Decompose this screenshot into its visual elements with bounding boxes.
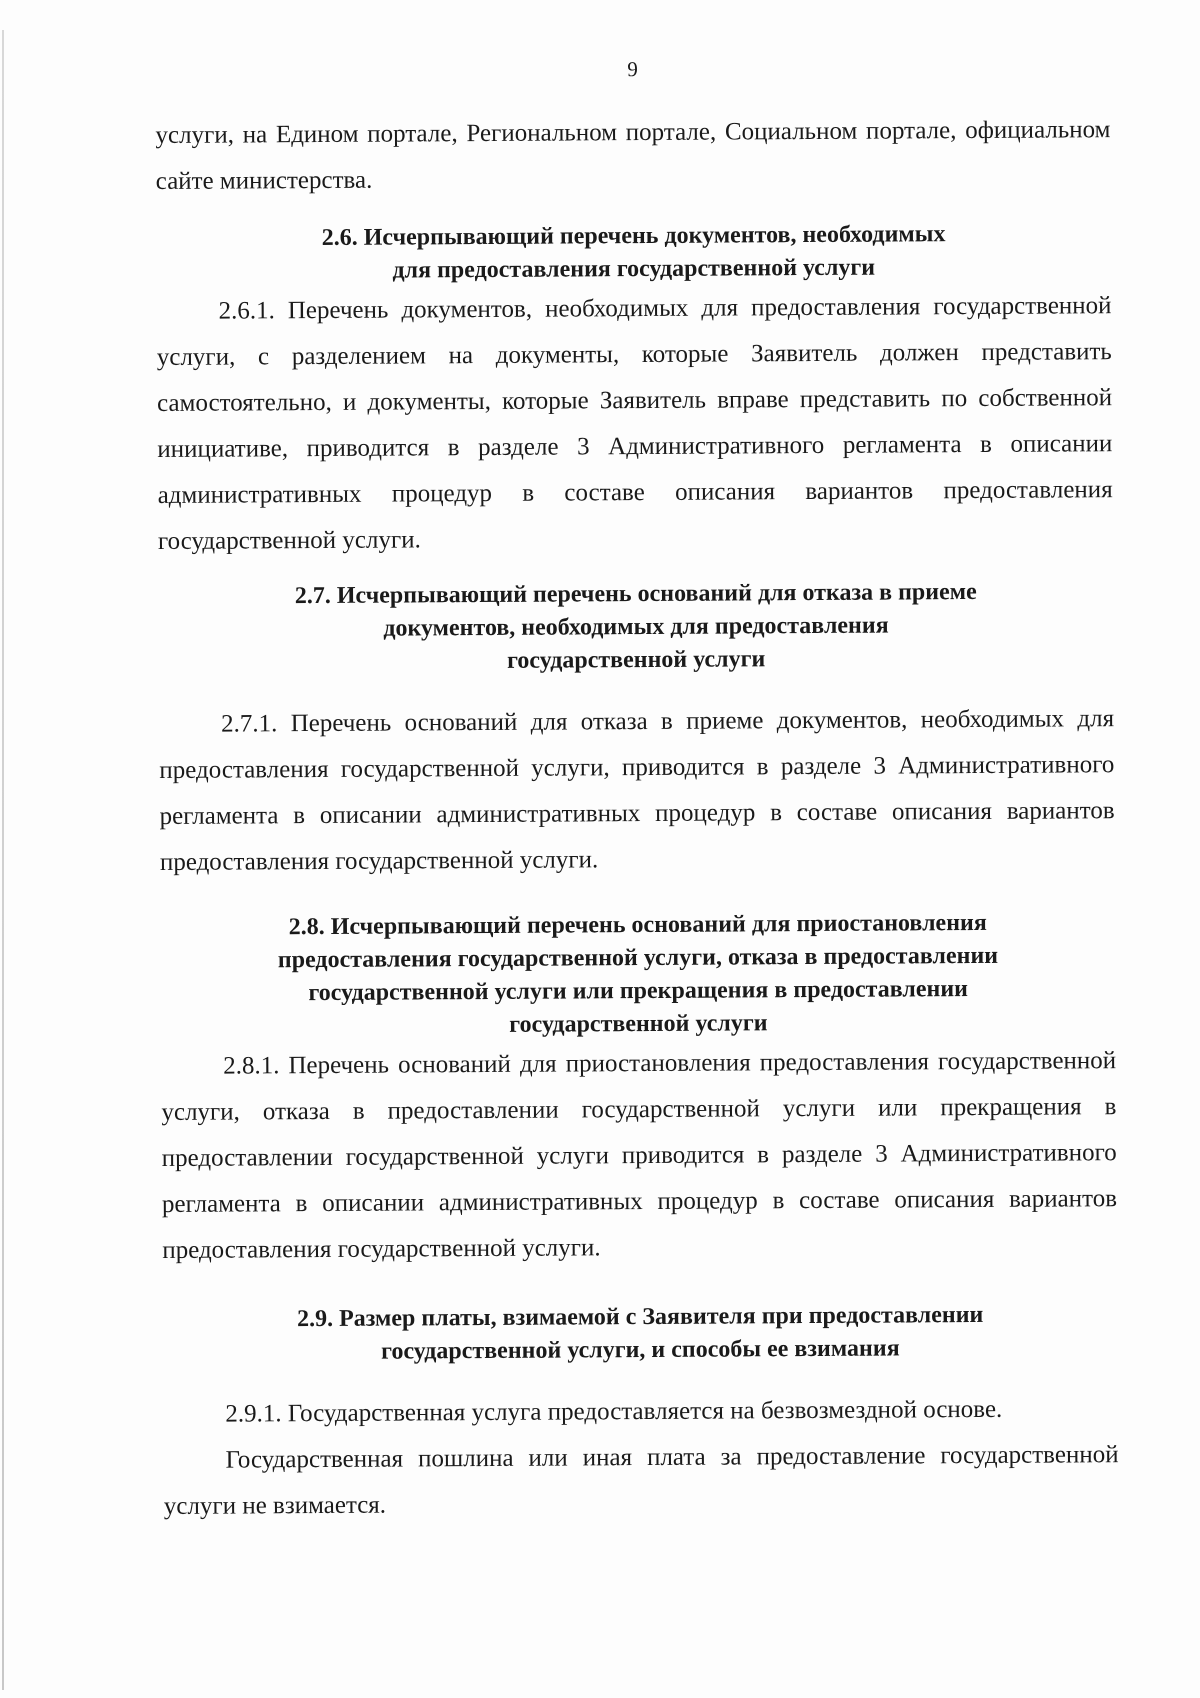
scan-edge: [2, 30, 4, 1690]
intro-paragraph: услуги, на Едином портале, Региональном портале, Социальном портале, официальном сайте министерства.: [155, 116, 1111, 195]
section-2-7-heading: [158, 575, 1114, 680]
section-2-7-1-paragraph: 2.7.1. Перечень оснований для отказа в приеме документов, необходимых для предоставления государственной услуги, приводится в разделе 3 Административного регламента в описании административных процедур в составе описания вариантов предоставления государственной услуги.: [159, 705, 1115, 876]
section-2-6-1-paragraph: 2.6.1. Перечень документов, необходимых для предоставления государственной услуги, с разделением на документы, которые Заявитель должен представить самостоятельно, и документы, которые Заявитель вправе представить по собственной инициативе, приводится в разделе 3 Административного регламента в описании административных процедур в составе описания вариантов предоставления государственной услуги.: [156, 292, 1113, 555]
page-number: 9: [627, 57, 638, 82]
heading-line: государственной услуги или прекращения в предоставлении: [308, 976, 969, 1007]
section-2-8-heading: [160, 906, 1116, 1044]
section-2-9-heading: [163, 1298, 1118, 1370]
heading-line: 2.8. Исчерпывающий перечень оснований для приостановления: [288, 909, 987, 941]
heading-line: для предоставления государственной услуги: [392, 254, 876, 284]
page-content: [155, 54, 1119, 1530]
section-2-9-1-paragraph: 2.9.1. Государственная услуга предоставляется на безвозмездной основе.: [225, 1395, 1003, 1428]
section-2-9-fee-paragraph: Государственная пошлина или иная плата за предоставление государственной услуги не взимается.: [163, 1441, 1119, 1520]
section-2-8-1-paragraph: 2.8.1. Перечень оснований для приостановления предоставления государственной услуги, отказа в предоставлении государственной услуги или прекращения в предоставлении государственной услуги приводится в разделе 3 Административного регламента в описании административных процедур в составе описания вариантов предоставления государственной услуги.: [161, 1047, 1118, 1264]
heading-line: 2.6. Исчерпывающий перечень документов, необходимых: [321, 221, 946, 251]
heading-line: государственной услуги: [506, 646, 766, 674]
heading-line: документов, необходимых для предоставления: [383, 612, 889, 642]
heading-line: 2.7. Исчерпывающий перечень оснований для отказа в приеме: [294, 578, 977, 610]
heading-line: 2.9. Размер платы, взимаемой с Заявителя при предоставлении: [296, 1301, 984, 1333]
heading-line: государственной услуги, и способы ее взимания: [381, 1335, 900, 1365]
heading-line: государственной услуги: [509, 1010, 768, 1038]
section-2-6-heading: [156, 217, 1111, 289]
heading-line: предоставления государственной услуги, отказа в предоставлении: [277, 942, 999, 974]
